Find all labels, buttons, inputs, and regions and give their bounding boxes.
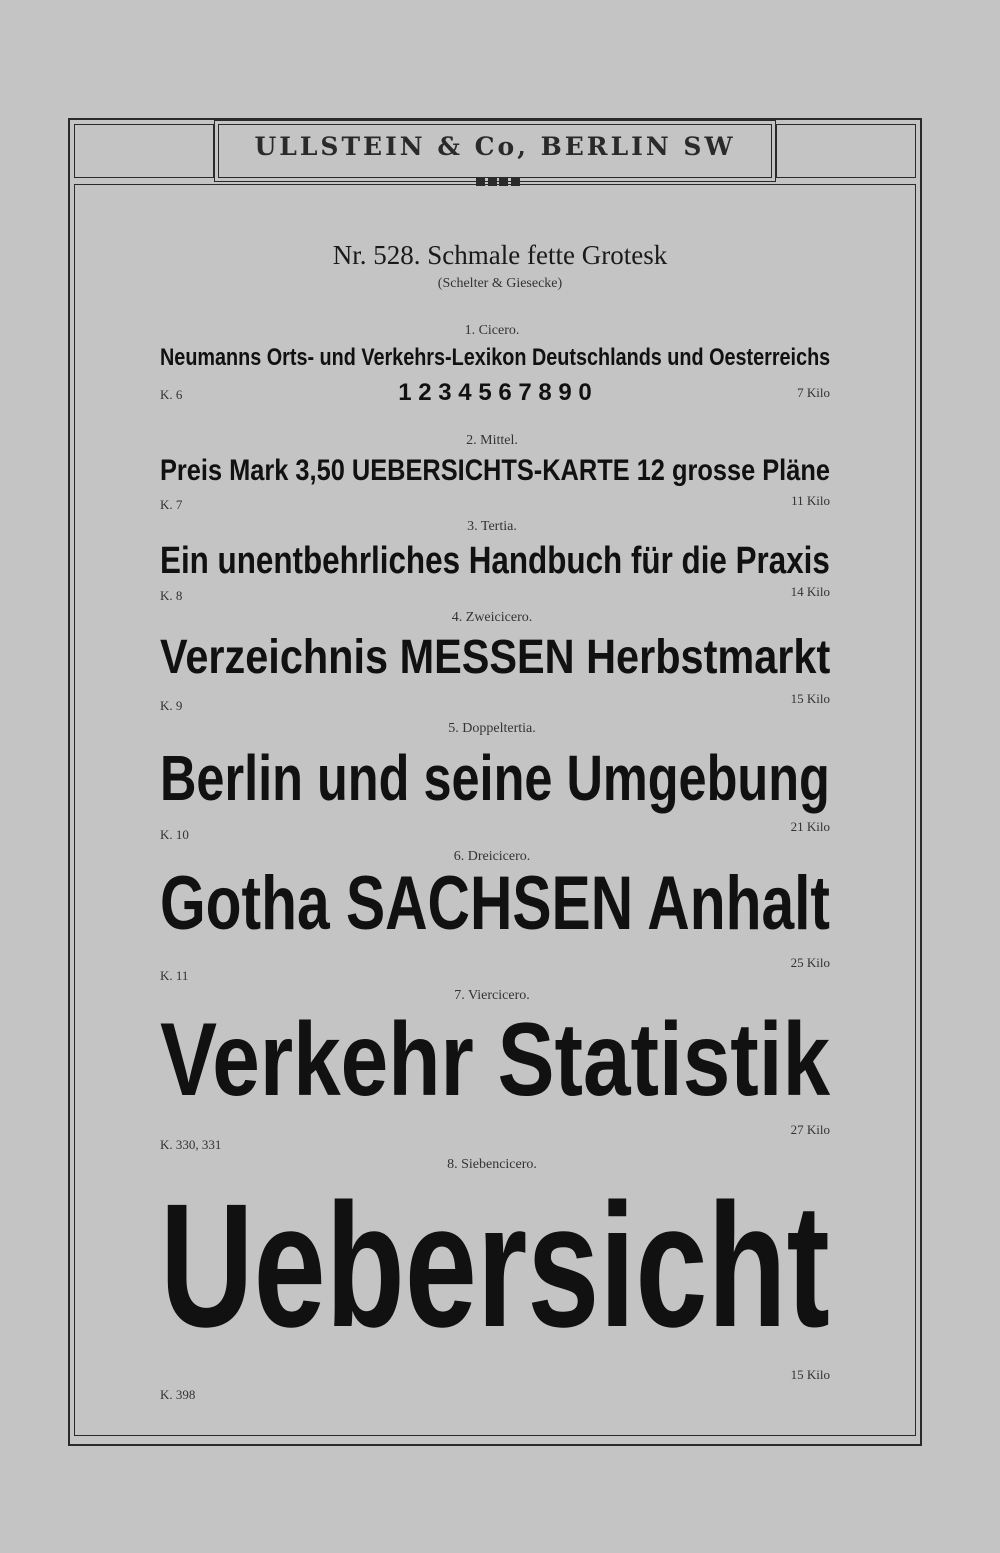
specimen-line-1: Neumanns Orts- und Verkehrs-Lexikon Deutschlands und Oesterreichs: [160, 344, 831, 371]
weight-4: 15 Kilo: [790, 691, 830, 706]
catalog-number-5: K. 10: [160, 827, 189, 842]
catalog-number-7: K. 330, 331: [160, 1137, 222, 1152]
specimen-line-2: Preis Mark 3,50 UEBERSICHTS-KARTE 12 grosse Pläne: [160, 454, 830, 487]
weight-6: 25 Kilo: [790, 955, 830, 970]
size-label-5: 5. Doppeltertia.: [448, 721, 536, 736]
weight-7: 27 Kilo: [790, 1122, 830, 1137]
catalog-number-2: K. 7: [160, 497, 183, 512]
page-subtitle: (Schelter & Giesecke): [437, 276, 563, 291]
specimen-line-6: Gotha SACHSEN Anhalt: [160, 861, 830, 946]
firm-name: ULLSTEIN & Co, BERLIN SW: [254, 132, 736, 161]
specimen-digits: 1 2 3 4 5 6 7 8 9 0: [398, 379, 592, 406]
catalog-number-4: K. 9: [160, 698, 183, 713]
header-left-panel: [74, 124, 214, 178]
size-label-1: 1. Cicero.: [464, 323, 520, 338]
catalog-number-1: K. 6: [160, 387, 183, 402]
size-label-7: 7. Viercicero.: [454, 988, 530, 1003]
header-ornament: [476, 177, 520, 186]
size-label-4: 4. Zweicicero.: [451, 610, 533, 625]
weight-2: 11 Kilo: [791, 493, 830, 508]
specimen-line-4: Verzeichnis MESSEN Herbstmarkt: [160, 631, 831, 684]
specimen-line-5: Berlin und seine Umgebung: [160, 742, 830, 814]
size-label-3: 3. Tertia.: [467, 519, 517, 534]
catalog-number-3: K. 8: [160, 588, 183, 603]
size-label-2: 2. Mittel.: [466, 433, 518, 448]
header-right-panel: [776, 124, 916, 178]
specimen-line-8: Uebersicht: [160, 1168, 830, 1364]
specimen-line-3: Ein unentbehrliches Handbuch für die Praxis: [160, 540, 830, 582]
size-label-6: 6. Dreicicero.: [453, 849, 531, 864]
weight-5: 21 Kilo: [790, 819, 830, 834]
weight-8: 15 Kilo: [790, 1367, 830, 1382]
page-title: Nr. 528. Schmale fette Grotesk: [332, 240, 668, 270]
weight-3: 14 Kilo: [790, 584, 830, 599]
catalog-number-8: K. 398: [160, 1387, 196, 1402]
weight-1: 7 Kilo: [797, 385, 830, 400]
catalog-number-6: K. 11: [160, 968, 189, 983]
size-label-8: 8. Siebencicero.: [447, 1157, 537, 1172]
specimen-line-7: Verkehr Statistik: [160, 1002, 831, 1118]
